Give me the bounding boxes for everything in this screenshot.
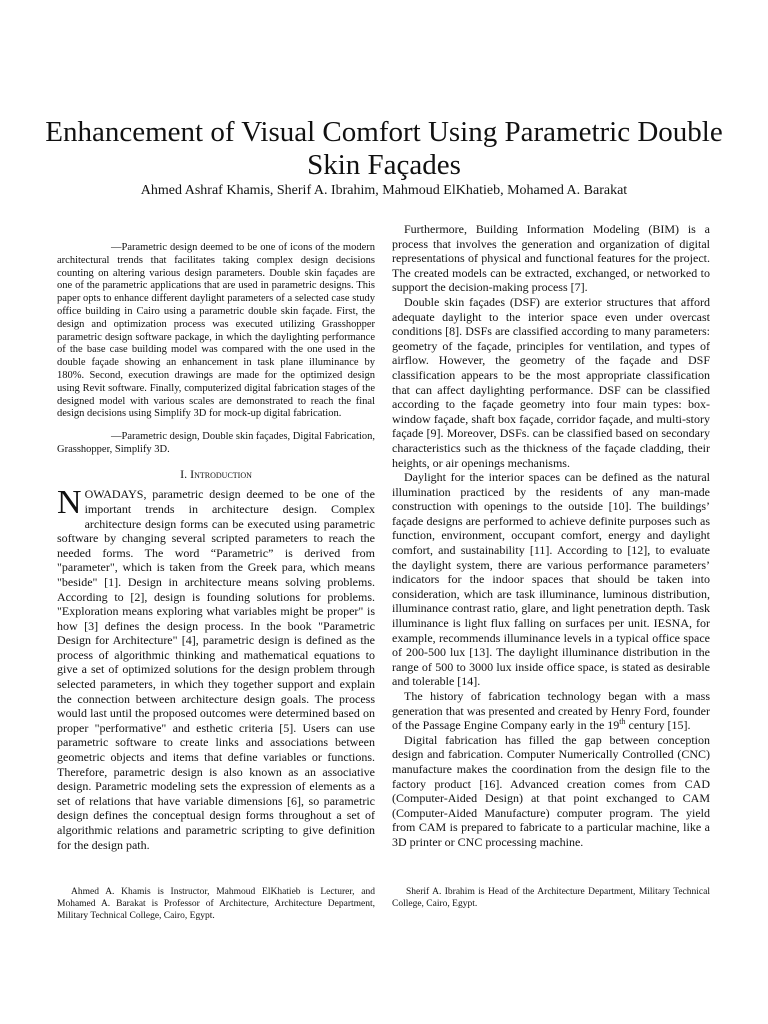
right-column [392,222,710,850]
section-title: Introduction [190,466,252,481]
abstract: —Parametric design deemed to be one of icons of the modern architectural trends that facilitates taking complex design decisions counting on altering various design parameters. Double skin façades are one of the parametric applications that are used in parametric designs. This paper opts to enhance different daylight parameters of a selected case study office building in Cairo using a parametric double skin façade. First, the design and optimization process was executed utilizing Grasshopper parametric design software package, in which the daylighting performance of the base case building model was compared with the one used in the double façade showing an enhancement in task plane illuminance by 180%. Second, execution drawings are made for the optimized design using Revit software. Finally, computerized digital fabrication stages of the designed model with various scales are demonstrated to reach the final design decisions using Simplify 3D for mock-up digital fabrication. [57,242,375,420]
paragraph-fabrication-history-b: century [15]. [625,718,691,733]
footnote-left: Ahmed A. Khamis is Instructor, Mahmoud ElKhatieb is Lecturer, and Mohamed A. Barakat is Professor of Architecture, Architecture Department, Military Technical College, Cairo, Egypt. [57,887,375,921]
paragraph-fabrication-history [392,689,710,733]
footnote-right: Sherif A. Ibrahim is Head of the Architecture Department, Military Technical College, Cairo, Egypt. [392,887,710,909]
keywords: —Parametric design, Double skin façades, Digital Fabrication, Grasshopper, Simplify 3D. [57,431,375,455]
intro-paragraph [57,484,375,852]
paragraph-digital-fabrication: Digital fabrication has filled the gap between conception design and fabrication. Computer Numerically Controlled (CNC) manufacture makes the coordination from the design file to the factory product [16]. Advanced creation comes from CAD (Computer-Aided Design) at that point exchanged to CAM (Computer-Aided Manufacture) computer program. The yield from CAM is prepared to fabricate to a particular machine, like a 3D printer or CNC processing machine. [392,732,710,849]
paragraph-bim: Furthermore, Building Information Modeling (BIM) is a process that involves the generation and organization of digital representations of physical and functional features for the project. The created models can be extracted, exchanged, or networked to support the decision-making process [7]. [392,222,710,295]
left-column [57,222,375,852]
intro-paragraph-text: OWADAYS, parametric design deemed to be one of the important trends in architecture design. Complex architecture design forms can be executed using parametric software by changing several scripted parameters to reach the needed forms. The word “Parametric” is derived from "parameter", which is taken from the Greek para, which means "beside" [1]. Design in architecture means solving problems. According to [2], design is founding solutions for problems. "Exploration means exploring what variables might be proper" is how [3] defines the design process. In the book "Parametric Design for Architecture" [4], parametric design is defined as the process of algorithmic thinking and mathematical equations to give a set of optimized solutions for the design problem through selected parameters, in which they together support and explain the connection between architecture design goals. The process would last until the proposed outcomes were determined based on proper "performative" and esthetic criteria [5]. Users can use parametric software to create links and associations between geometric objects and items that define variables or functions. Therefore, parametric design is also known as an associative design. Parametric modeling sets the expression of elements as a set of relations that have variable dimensions [6], so parametric design defines the conceptual design forms throughout a set of algorithmic relations and parametric scripting to give definition for the design path. [57,487,375,852]
section-number: I. [180,466,188,481]
paragraph-fabrication-history-a: The history of fabrication technology began with a mass generation that was presented and created by Henry Ford, founder of the Passage Engine Company early in the 19 [392,689,710,733]
paragraph-dsf: Double skin façades (DSF) are exterior structures that afford adequate daylight to the interior space even under overcast conditions [8]. DSFs are classified according to many parameters: geometry of the façade, principles for ventilation, and types of airflow. However, the geometry of the façade and DSF classification appears to be the most appropriate classification that can affect daylighting performance. DSF can be classified according to the façade geometry into four main types: box-window façade, shaft box façade, corridor façade, and multi-story façade [9]. Moreover, DSFs. can be classified based on secondary characteristics such as the thickness of the façade cladding, their heights, or air openings mechanisms. [392,294,710,470]
paragraph-daylight: Daylight for the interior spaces can be defined as the natural illumination practiced by the residents of any man-made construction with openings to the outside [10]. The buildings’ façade designs are performed to achieve definite purposes such as function, environment, occupant comfort, energy and daylight comfort, and sustainability [11]. According to [12], to evaluate the daylight system, there are various performance parameters’ indicators for the indoor spaces that should be taken into consideration, which are task illuminance, luminous distribution, illuminance contrast ratio, glare, and light penetration depth. Task illuminance is light flux falling on surfaces per unit. IESNA, for example, recommends illuminance levels in a typical office space of 200-500 lux [13]. The daylight illuminance distribution in the range of 500 to 3000 lux inside office space, is stated as desirable and tolerable [14]. [392,470,710,689]
superscript-th: th [619,717,626,727]
author-list: Ahmed Ashraf Khamis, Sherif A. Ibrahim, Mahmoud ElKhatieb, Mohamed A. Barakat [140,183,628,198]
drop-cap-letter: N [57,484,82,522]
section-heading-introduction [57,467,375,482]
paper-title: Enhancement of Visual Comfort Using Parametric Double Skin Façades [45,116,723,181]
